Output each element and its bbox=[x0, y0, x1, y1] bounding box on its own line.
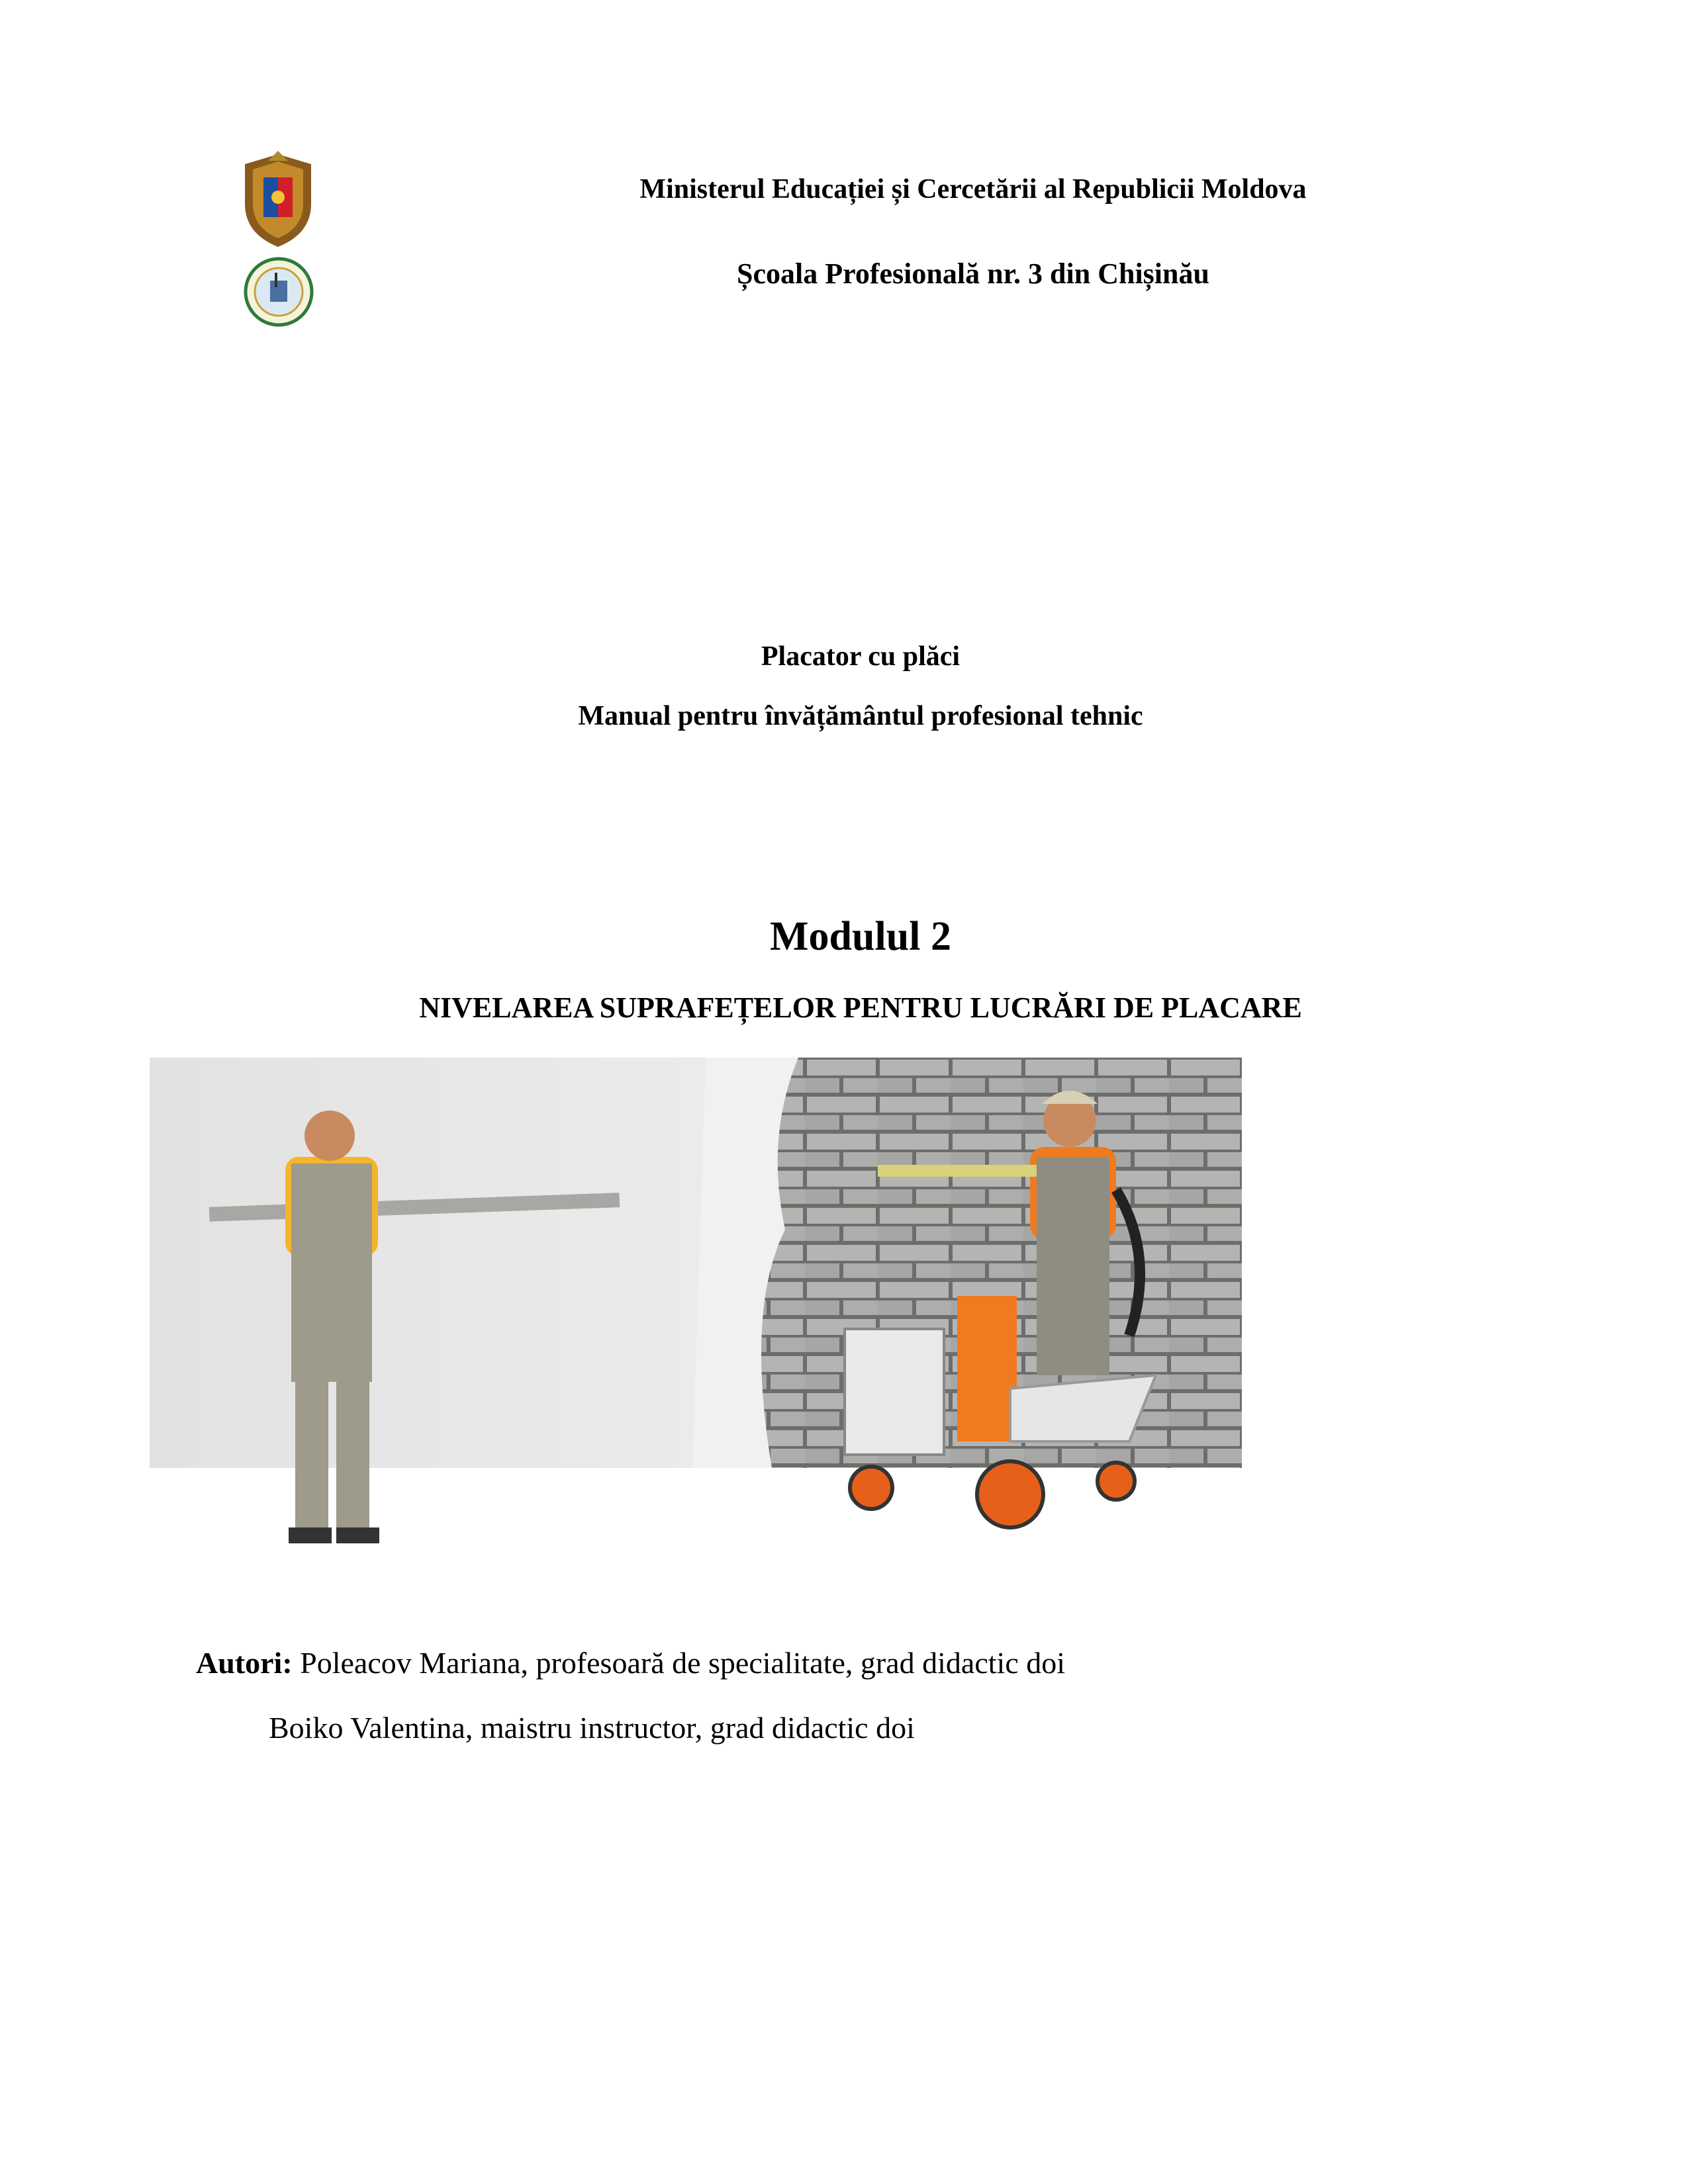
school-name: Școala Profesională nr. 3 din Chișinău bbox=[737, 257, 1209, 290]
authors-label: Autori: bbox=[196, 1646, 293, 1680]
author-1: Poleacov Mariana, profesoară de specialitate, grad didactic doi bbox=[300, 1646, 1066, 1680]
coat-of-arms-icon bbox=[238, 151, 318, 250]
plastering-illustration bbox=[150, 1058, 1242, 1574]
author-2: Boiko Valentina, maistru instructor, grad didactic doi bbox=[269, 1711, 915, 1745]
book-subtitle: Manual pentru învățământul profesional tehnic bbox=[578, 701, 1143, 731]
author-line-1 bbox=[196, 1645, 1065, 1680]
module-subtitle: NIVELAREA SUPRAFEȚELOR PENTRU LUCRĂRI DE PLACARE bbox=[419, 991, 1302, 1024]
module-heading: Modulul 2 bbox=[770, 914, 951, 959]
ministry-name: Ministerul Educației și Cercetării al Republicii Moldova bbox=[639, 174, 1307, 205]
book-title: Placator cu plăci bbox=[761, 641, 961, 672]
school-seal-icon bbox=[238, 255, 319, 328]
